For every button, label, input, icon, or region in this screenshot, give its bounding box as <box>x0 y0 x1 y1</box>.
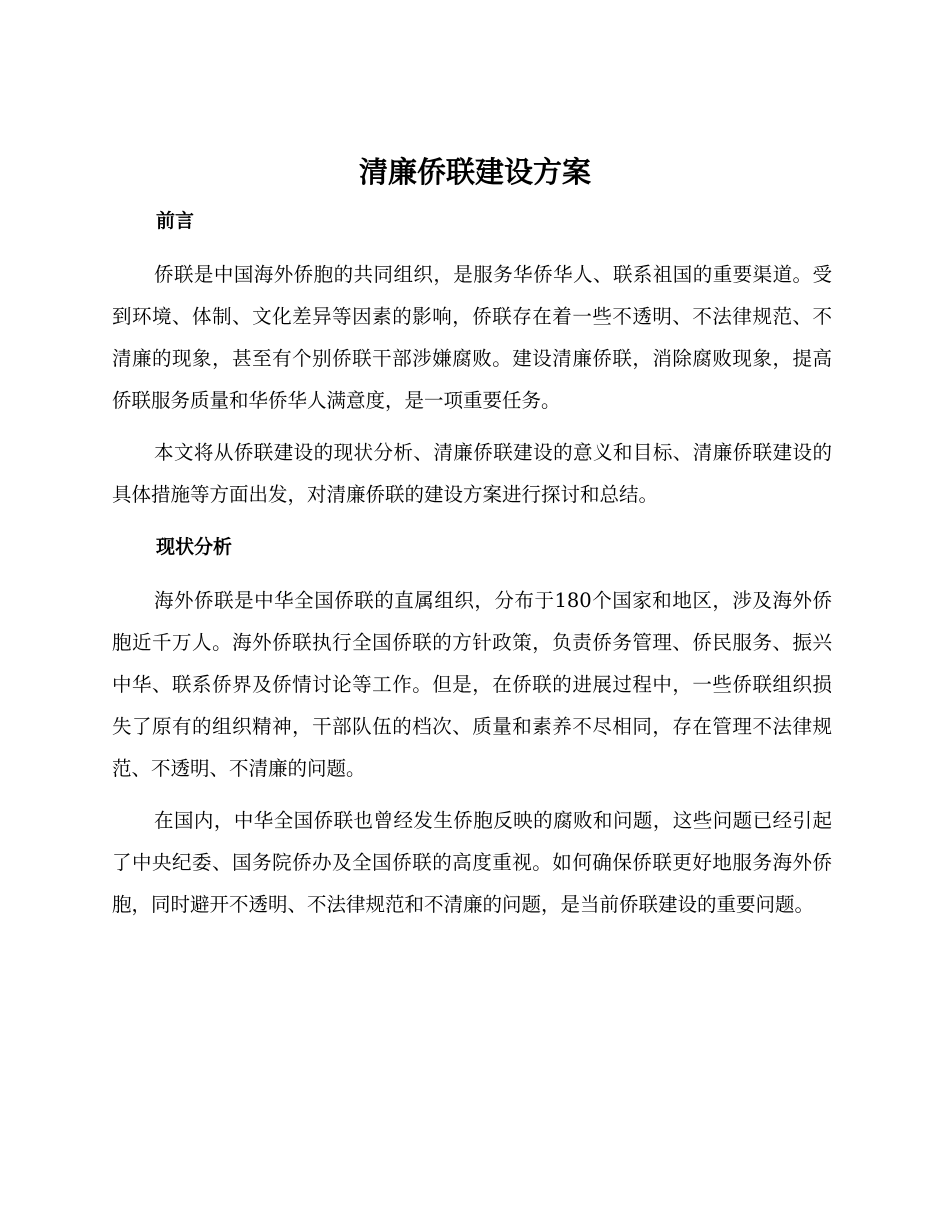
document-title: 清廉侨联建设方案 <box>358 155 591 189</box>
section-heading: 现状分析 <box>156 536 233 558</box>
paragraph: 海外侨联是中华全国侨联的直属组织，分布于180个国家和地区，涉及海外侨胞近千万人。海外侨联执行全国侨联的方针政策，负责侨务管理、侨民服务、振兴中华、联系侨界及侨情讨论等工作。但是，在侨联的进展过程中，一些侨联组织损失了原有的组织精神，干部队伍的档次、质量和素养不尽相同，存在管理不法律规范、不透明、不清廉的问题。 <box>112 589 832 780</box>
section-heading: 前言 <box>156 210 195 232</box>
section-preface <box>112 200 832 516</box>
paragraph: 侨联是中国海外侨胞的共同组织，是服务华侨华人、联系祖国的重要渠道。受到环境、体制、文化差异等因素的影响，侨联存在着一些不透明、不法律规范、不清廉的现象，甚至有个别侨联干部涉嫌腐败。建设清廉侨联，消除腐败现象，提高侨联服务质量和华侨华人满意度，是一项重要任务。 <box>112 263 832 412</box>
paragraph: 本文将从侨联建设的现状分析、清廉侨联建设的意义和目标、清廉侨联建设的具体措施等方面出发，对清廉侨联的建设方案进行探讨和总结。 <box>112 441 832 506</box>
section-status-analysis <box>112 526 832 926</box>
document-body <box>112 200 832 936</box>
paragraph: 在国内，中华全国侨联也曾经发生侨胞反映的腐败和问题，这些问题已经引起了中央纪委、国务院侨办及全国侨联的高度重视。如何确保侨联更好地服务海外侨胞，同时避开不透明、不法律规范和不清廉的问题，是当前侨联建设的重要问题。 <box>112 809 832 916</box>
